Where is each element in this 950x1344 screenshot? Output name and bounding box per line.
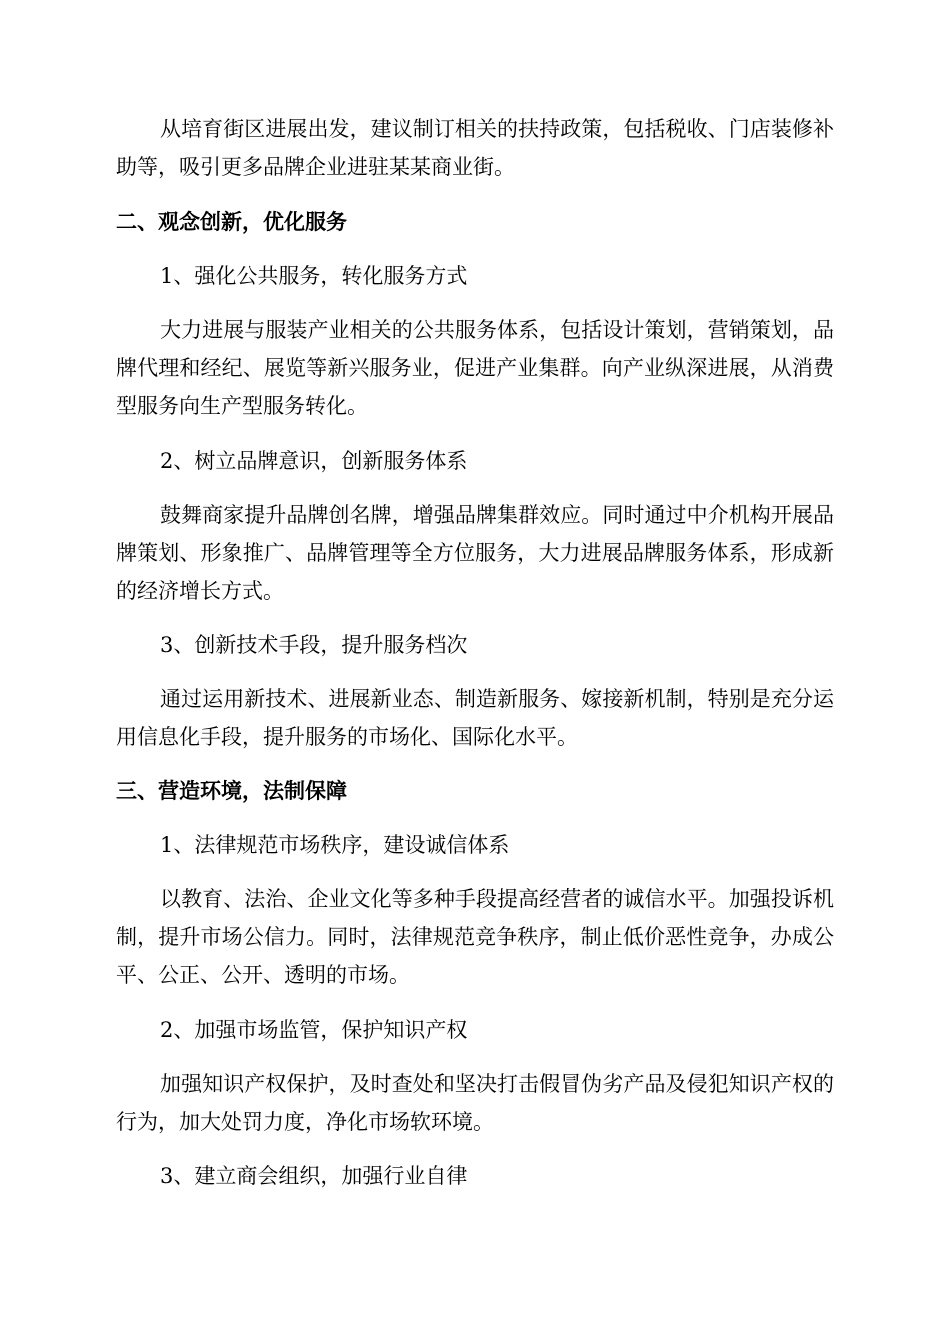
paragraph-brand-awareness: 鼓舞商家提升品牌创名牌，增强品牌集群效应。同时通过中介机构开展品牌策划、形象推广、品牌管理等全方位服务，大力进展品牌服务体系，形成新的经济增长方式。 [116, 503, 834, 603]
subheading-3-3: 3、建立商会组织，加强行业自律 [160, 1164, 468, 1188]
subheading-2-2: 2、树立品牌意识，创新服务体系 [160, 449, 468, 473]
subheading-2-3: 3、创新技术手段，提升服务档次 [160, 633, 468, 657]
section-heading-2: 二、观念创新，优化服务 [116, 210, 347, 234]
section-heading-3: 三、营造环境，法制保障 [116, 779, 347, 803]
paragraph-integrity: 以教育、法治、企业文化等多种手段提高经营者的诚信水平。加强投诉机制，提升市场公信力。同时，法律规范竞争秩序，制止低价恶性竞争，办成公平、公正、公开、透明的市场。 [116, 887, 834, 987]
subheading-3-2: 2、加强市场监管，保护知识产权 [160, 1018, 468, 1042]
subheading-2-1: 1、强化公共服务，转化服务方式 [160, 264, 468, 288]
paragraph-tech-means: 通过运用新技术、进展新业态、制造新服务、嫁接新机制，特别是充分运用信息化手段，提升服务的市场化、国际化水平。 [116, 687, 834, 749]
paragraph-ip-protection: 加强知识产权保护，及时查处和坚决打击假冒伪劣产品及侵犯知识产权的行为，加大处罚力度，净化市场软环境。 [116, 1072, 834, 1134]
subheading-3-1: 1、法律规范市场秩序，建设诚信体系 [160, 833, 510, 857]
paragraph-street-support: 从培育街区进展出发，建议制订相关的扶持政策，包括税收、门店装修补助等，吸引更多品牌企业进驻某某商业街。 [116, 117, 834, 179]
paragraph-public-service: 大力进展与服装产业相关的公共服务体系，包括设计策划，营销策划，品牌代理和经纪、展览等新兴服务业，促进产业集群。向产业纵深进展，从消费型服务向生产型服务转化。 [116, 318, 834, 418]
